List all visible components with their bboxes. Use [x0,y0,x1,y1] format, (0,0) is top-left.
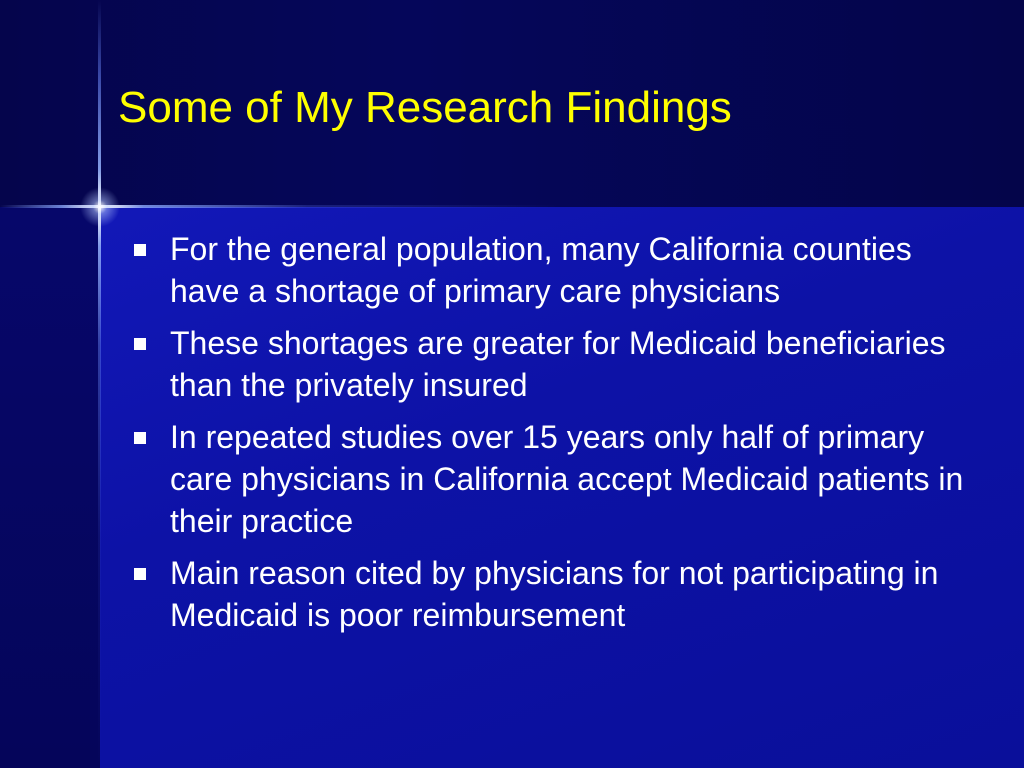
horizontal-accent-line [0,205,1024,208]
bullet-list [130,228,990,646]
bullet-item [130,552,990,636]
square-bullet-icon [134,338,146,350]
square-bullet-icon [134,244,146,256]
square-bullet-icon [134,432,146,444]
bullet-text: For the general population, many California counties have a shortage of primary care physicians [170,231,912,309]
bullet-text: Main reason cited by physicians for not participating in Medicaid is poor reimbursement [170,555,939,633]
bullet-text: In repeated studies over 15 years only half of primary care physicians in California accept Medicaid patients in their practice [170,419,964,539]
slide-title: Some of My Research Findings [118,83,732,132]
bullet-item [130,322,990,406]
bullet-item [130,416,990,542]
sparkle-icon [80,187,120,227]
bullet-text: These shortages are greater for Medicaid beneficiaries than the privately insured [170,325,946,403]
left-band [0,207,100,768]
square-bullet-icon [134,568,146,580]
bullet-item [130,228,990,312]
vertical-accent-line [98,0,101,768]
